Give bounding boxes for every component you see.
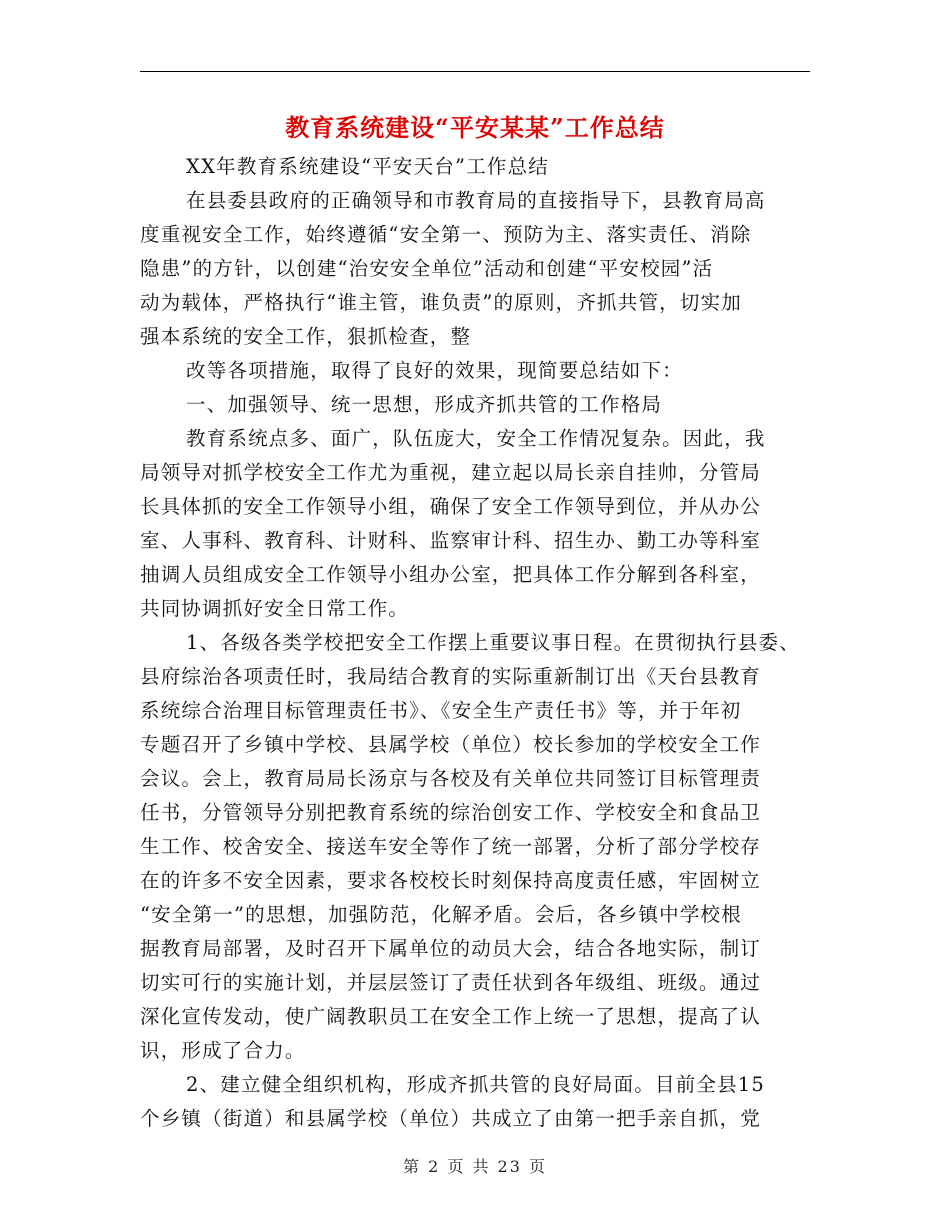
body-line: 在的许多不安全因素，要求各校校长时刻保持高度责任感，牢固树立 [140, 869, 762, 892]
body-line: 抽调人员组成安全工作领导小组办公室，把具体工作分解到各科室， [140, 563, 762, 586]
body-line: 强本系统的安全工作，狠抓检查，整 [140, 325, 472, 348]
body-line: 识，形成了合力。 [140, 1039, 306, 1062]
body-line: “安全第一”的思想，加强防范，化解矛盾。会后，各乡镇中学校根 [140, 903, 742, 926]
body-line: 任书，分管领导分别把教育系统的综治创安工作、学校安全和食品卫 [140, 801, 762, 824]
body-line: 系统综合治理目标管理责任书》、《安全生产责任书》等，并于年初 [140, 699, 742, 722]
body-line: XX年教育系统建设“平安天台”工作总结 [186, 155, 550, 178]
page-footer: 第 2 页 共 23 页 [403, 1157, 547, 1176]
body-line: 专题召开了乡镇中学校、县属学校（单位）校长参加的学校安全工作 [140, 733, 762, 756]
body-line: 县府综治各项责任时，我局结合教育的实际重新制订出《天台县教育 [140, 665, 762, 688]
body-line: 教育系统点多、面广，队伍庞大，安全工作情况复杂。因此，我 [186, 427, 766, 450]
body-line: 据教育局部署，及时召开下属单位的动员大会，结合各地实际，制订 [140, 937, 762, 960]
body-line: 生工作、校舍安全、接送车安全等作了统一部署，分析了部分学校存 [140, 835, 762, 858]
body-line: 一、加强领导、统一思想，形成齐抓共管的工作格局 [186, 393, 663, 416]
document-title: 教育系统建设“平安某某”工作总结 [285, 113, 665, 142]
body-line: 切实可行的实施计划，并层层签订了责任状到各年级组、班级。通过 [140, 971, 762, 994]
body-line: 1、各级各类学校把安全工作摆上重要议事日程。在贯彻执行县委、 [186, 631, 800, 654]
body-line: 度重视安全工作，始终遵循“安全第一、预防为主、落实责任、消除 [140, 223, 752, 246]
body-line: 共同协调抓好安全日常工作。 [140, 597, 410, 620]
body-line: 隐患”的方针，以创建“治安安全单位”活动和创建“平安校园”活 [140, 257, 714, 280]
body-line: 深化宣传发动，使广阔教职员工在安全工作上统一了思想，提高了认 [140, 1005, 762, 1028]
body-line: 长具体抓的安全工作领导小组，确保了安全工作领导到位，并从办公 [140, 495, 762, 518]
header-rule [140, 71, 810, 72]
body-line: 2、建立健全组织机构，形成齐抓共管的良好局面。目前全县15 [186, 1073, 766, 1096]
body-line: 在县委县政府的正确领导和市教育局的直接指导下，县教育局高 [186, 189, 766, 212]
body-line: 局领导对抓学校安全工作尤为重视，建立起以局长亲自挂帅，分管局 [140, 461, 762, 484]
body-line: 室、人事科、教育科、计财科、监察审计科、招生办、勤工办等科室 [140, 529, 762, 552]
body-line: 改等各项措施，取得了良好的效果，现简要总结如下： [186, 359, 683, 382]
body-line: 会议。会上，教育局局长汤京与各校及有关单位共同签订目标管理责 [140, 767, 762, 790]
document-body [140, 150, 812, 1136]
body-line: 动为载体，严格执行“谁主管，谁负责”的原则，齐抓共管，切实加 [140, 291, 742, 314]
body-line: 个乡镇（街道）和县属学校（单位）共成立了由第一把手亲自抓，党 [140, 1107, 762, 1130]
